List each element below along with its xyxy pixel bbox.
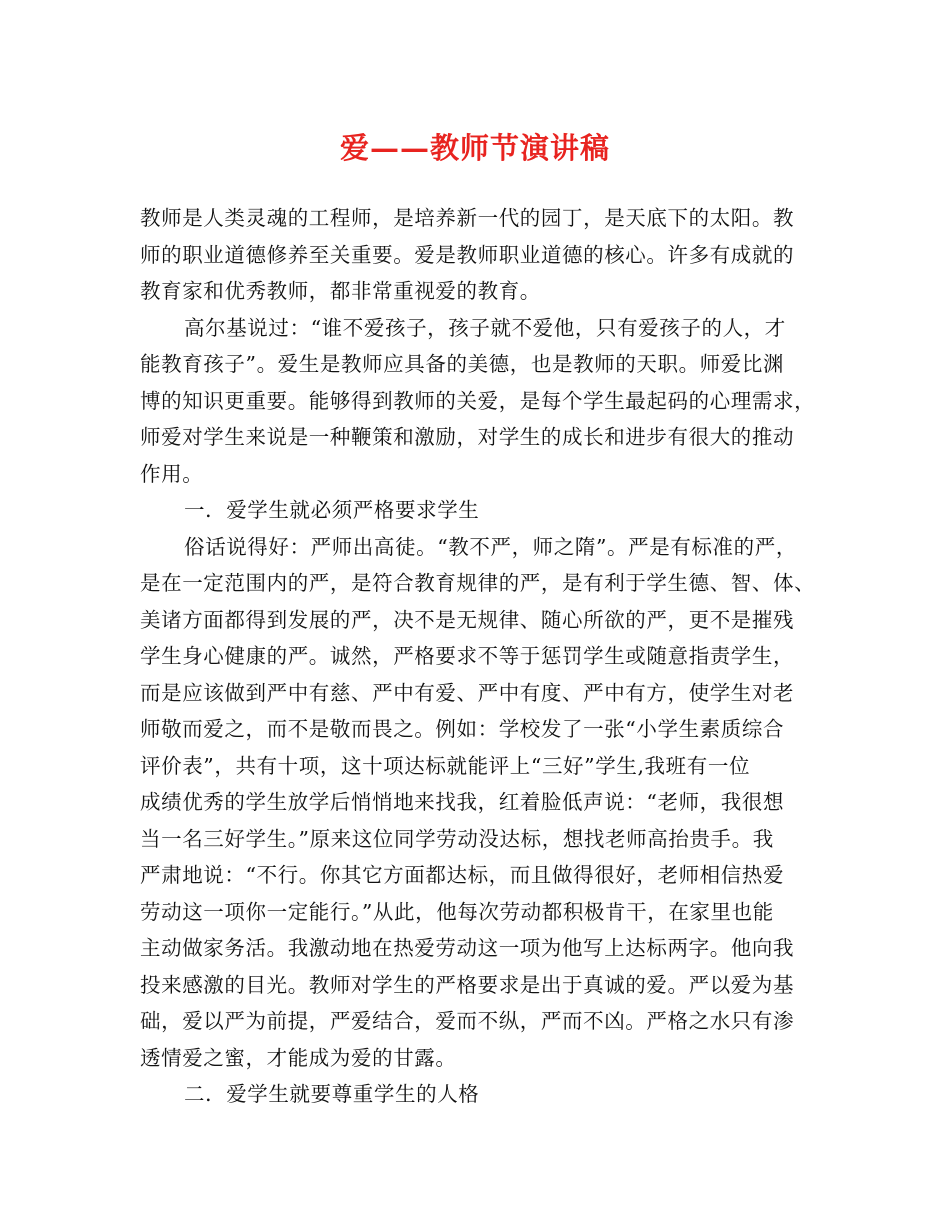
text-line: 是在一定范围内的严，是符合教育规律的严，是有利于学生德、智、体、 (140, 571, 816, 595)
text-line: 二．爱学生就要尊重学生的人格 (184, 1082, 480, 1106)
text-line: 教育家和优秀教师，都非常重视爱的教育。 (140, 279, 541, 303)
text-line: 透情爱之蜜，才能成为爱的甘露。 (140, 1045, 457, 1070)
text-line: 严肃地说：“不行。你其它方面都达标，而且做得很好，老师相信热爱 (140, 863, 785, 887)
document-body (140, 200, 816, 1113)
text-line: 教师是人类灵魂的工程师，是培养新一代的园丁，是天底下的太阳。教 (140, 206, 795, 230)
text-line: 一．爱学生就必须严格要求学生 (184, 498, 480, 522)
text-line: 师敬而爱之，而不是敬而畏之。例如：学校发了一张“小学生素质综合 (140, 717, 785, 741)
text-line: 主动做家务活。我激动地在热爱劳动这一项为他写上达标两字。他向我 (140, 936, 795, 960)
text-line: 俗话说得好：严师出高徒。“教不严，师之隋”。严是有标准的严， (184, 534, 797, 559)
text-line: 美诸方面都得到发展的严，决不是无规律、随心所欲的严，更不是摧残 (140, 607, 795, 632)
text-line: 投来感激的目光。教师对学生的严格要求是出于真诚的爱。严以爱为基 (140, 972, 795, 997)
text-line: 高尔基说过：“谁不爱孩子，孩子就不爱他，只有爱孩子的人，才 (184, 315, 786, 340)
text-line: 础，爱以严为前提，严爱结合，爱而不纵，严而不凶。严格之水只有渗 (140, 1009, 795, 1033)
text-line: 而是应该做到严中有慈、严中有爱、严中有度、严中有方，使学生对老 (140, 680, 795, 705)
text-line: 评价表”，共有十项，这十项达标就能评上“三好”学生,我班有一位 (140, 753, 751, 778)
text-line: 博的知识更重要。能够得到教师的关爱，是每个学生最起码的心理需求， (140, 388, 816, 413)
text-line: 作用。 (140, 461, 204, 486)
text-line: 当一名三好学生。”原来这位同学劳动没达标，想找老师高抬贵手。我 (140, 826, 774, 851)
text-line: 能教育孩子”。爱生是教师应具备的美德，也是教师的天职。师爱比渊 (140, 352, 785, 376)
document-title: 爱——教师节演讲稿 (339, 131, 610, 165)
text-line: 学生身心健康的严。诚然，严格要求不等于惩罚学生或随意指责学生， (140, 644, 795, 668)
text-line: 师的职业道德修养至关重要。爱是教师职业道德的核心。许多有成就的 (140, 242, 795, 267)
text-line: 劳动这一项你一定能行。”从此，他每次劳动都积极肯干，在家里也能 (140, 899, 774, 924)
text-line: 成绩优秀的学生放学后悄悄地来找我，红着脸低声说：“老师，我很想 (140, 790, 785, 814)
text-line: 师爱对学生来说是一种鞭策和激励，对学生的成长和进步有很大的推动 (140, 425, 795, 449)
